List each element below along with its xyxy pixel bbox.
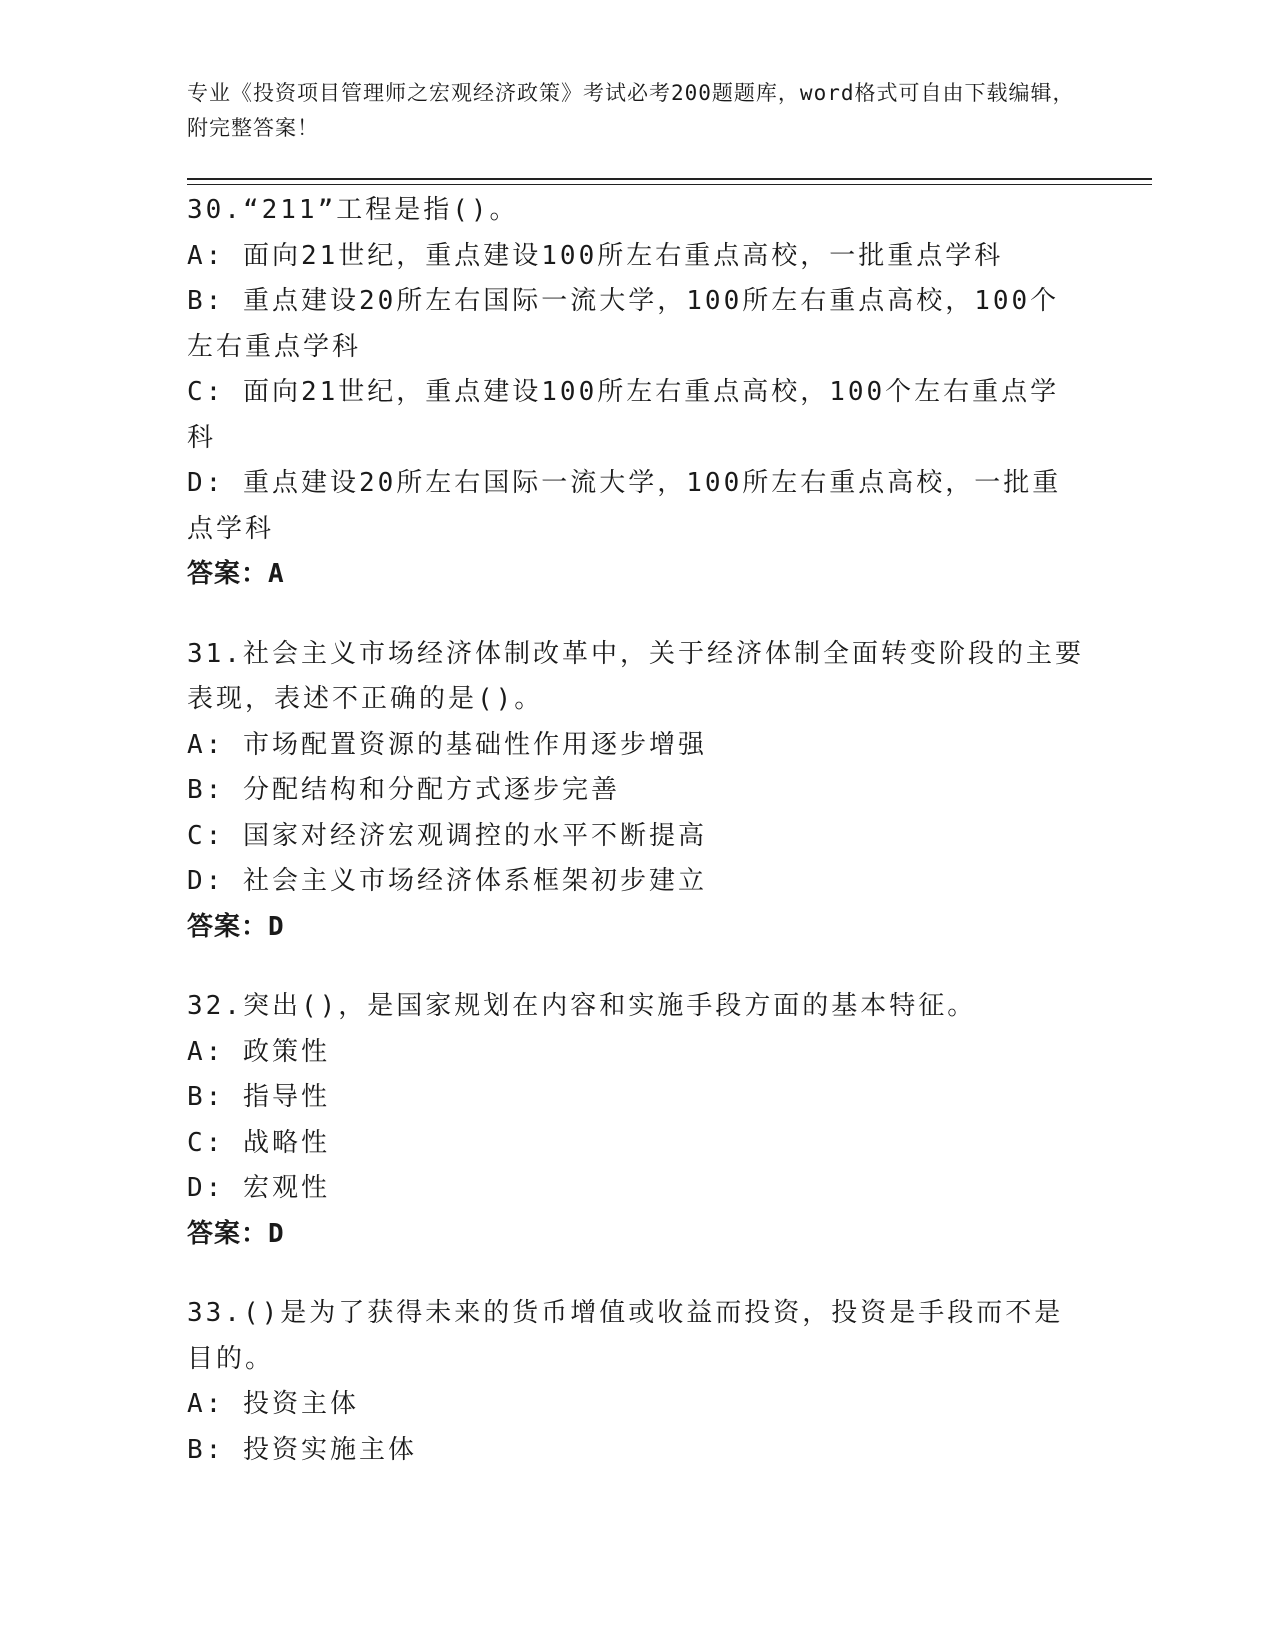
option-b: B: 分配结构和分配方式逐步完善 bbox=[187, 775, 620, 805]
question-stem: 30.“211”工程是指()。 bbox=[187, 195, 519, 225]
option-c: C: 国家对经济宏观调控的水平不断提高 bbox=[187, 820, 707, 851]
option-b: B: 指导性 bbox=[187, 1082, 330, 1112]
question-stem: 32.突出()，是国家规划在内容和实施手段方面的基本特征。 bbox=[187, 991, 977, 1021]
document-header: 专业《投资项目管理师之宏观经济政策》考试必考200题题库，word格式可自由下载编辑，附完整答案！ bbox=[187, 81, 1075, 140]
question-list bbox=[187, 188, 1087, 1507]
answer-label: 答案：A bbox=[187, 559, 285, 589]
option-b: B: 投资实施主体 bbox=[187, 1434, 417, 1465]
option-d: D: 宏观性 bbox=[187, 1173, 330, 1203]
option-d: D: 社会主义市场经济体系框架初步建立 bbox=[187, 866, 707, 896]
option-a: A: 市场配置资源的基础性作用逐步增强 bbox=[187, 729, 707, 760]
question-stem: 31.社会主义市场经济体制改革中，关于经济体制全面转变阶段的主要表现，表述不正确的是()。 bbox=[187, 638, 1084, 714]
option-a: A: 面向21世纪，重点建设100所左右重点高校，一批重点学科 bbox=[187, 240, 1004, 271]
question-32 bbox=[187, 984, 1087, 1257]
option-b: B: 重点建设20所左右国际一流大学，100所左右重点高校，100个左右重点学科 bbox=[187, 286, 1060, 362]
option-c: C: 面向21世纪，重点建设100所左右重点高校，100个左右重点学科 bbox=[187, 377, 1060, 453]
question-33 bbox=[187, 1291, 1087, 1473]
option-c: C: 战略性 bbox=[187, 1127, 330, 1158]
question-stem: 33.()是为了获得未来的货币增值或收益而投资，投资是手段而不是目的。 bbox=[187, 1298, 1064, 1374]
header-rule-thick bbox=[187, 178, 1152, 180]
answer-label: 答案：D bbox=[187, 911, 285, 942]
question-31 bbox=[187, 632, 1087, 951]
answer-label: 答案：D bbox=[187, 1218, 285, 1249]
header-rule-thin bbox=[187, 184, 1152, 185]
option-a: A: 投资主体 bbox=[187, 1389, 359, 1419]
option-a: A: 政策性 bbox=[187, 1036, 330, 1067]
question-30 bbox=[187, 188, 1087, 598]
option-d: D: 重点建设20所左右国际一流大学，100所左右重点高校，一批重点学科 bbox=[187, 468, 1062, 544]
